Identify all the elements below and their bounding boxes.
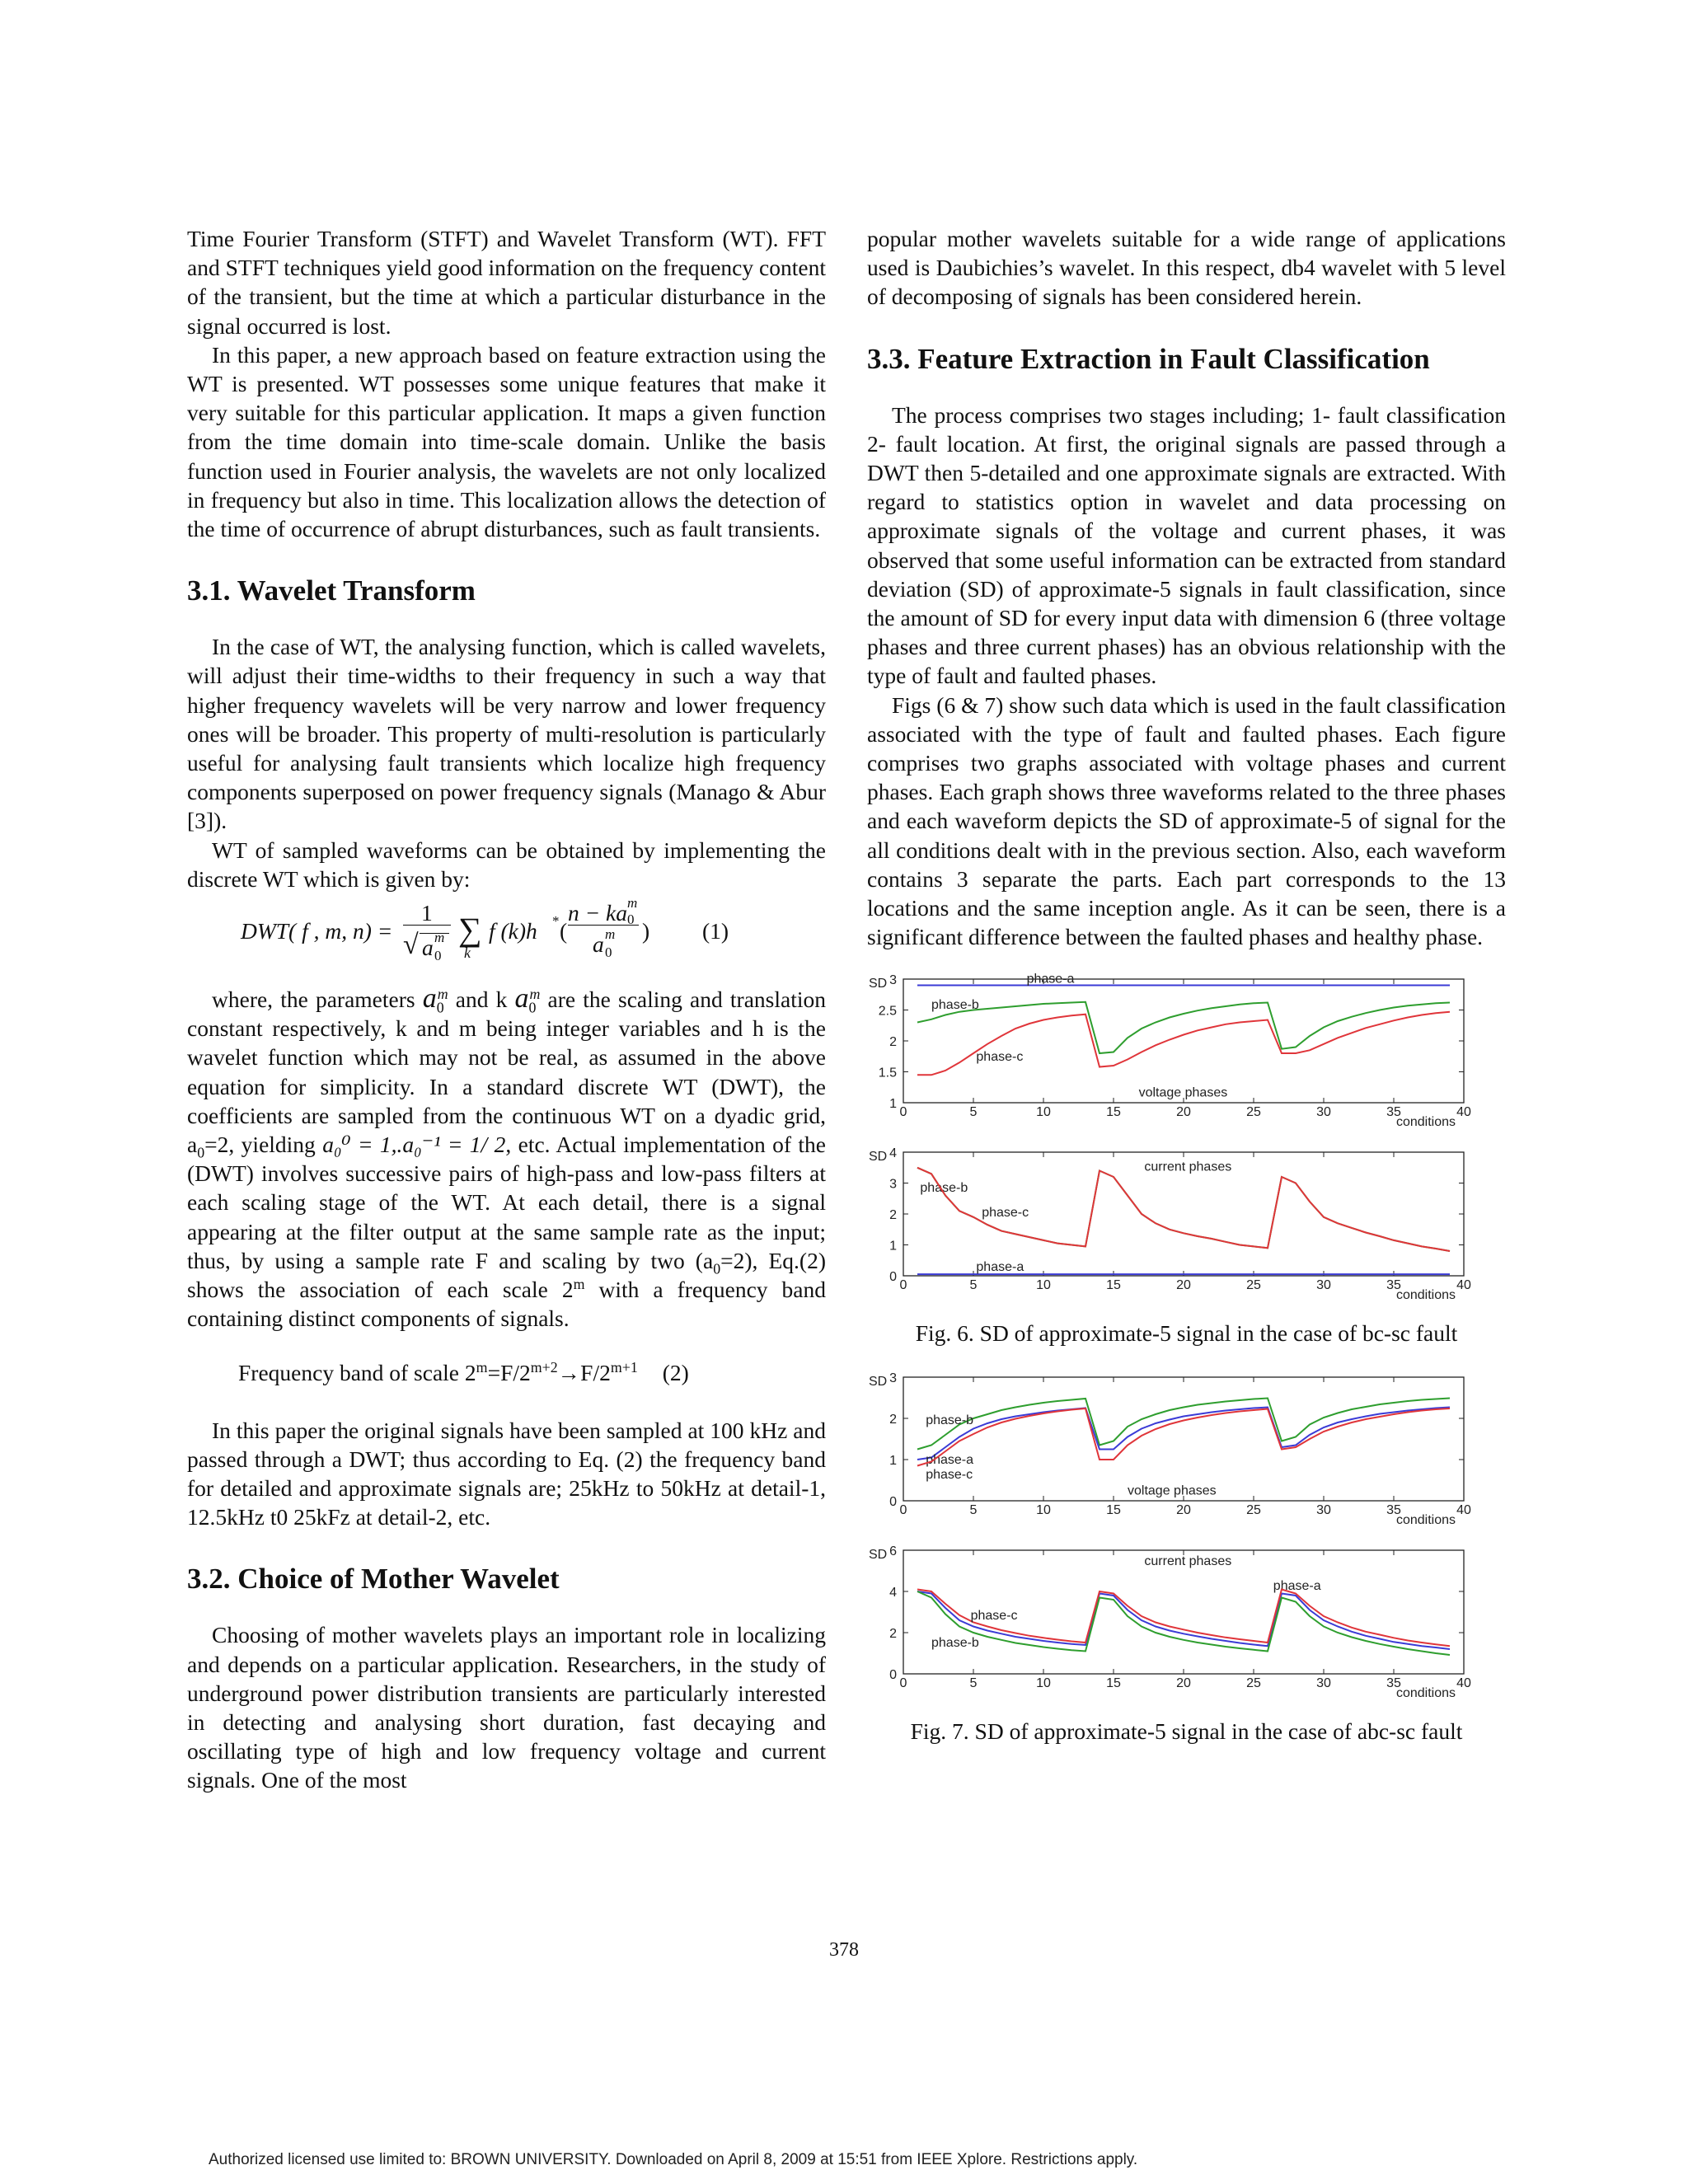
x-tick-label: 25 — [1246, 1278, 1261, 1293]
text-run: are the scaling and translation constant respectively, k and m being integer variables and h is the wavelet function which may not be real, as assumed in the above equation for simplicity. In a standard discrete WT (DWT), the coefficients are sampled from the continuous WT on a dyadic grid, a — [187, 987, 826, 1158]
series-label-phase-a: phase-a — [976, 1260, 1025, 1275]
y-tick-label: 1 — [889, 1097, 897, 1112]
eq1-a: a — [422, 935, 434, 961]
eq1-frac2-sub: 0 — [627, 912, 635, 928]
series-label-phase-b: phase-b — [931, 998, 979, 1013]
y-tick-label: 1.5 — [878, 1066, 897, 1080]
y-tick-label: 3 — [889, 973, 897, 988]
paragraph: In this paper the original signals have been sampled at 100 kHz and passed through a DWT; thus according to Eq. (2) the frequency band for detailed and approximate signals are; 25kHz to 50kHz at detail-1, 12.5kHz t0 25kFz at detail-2, etc. — [187, 1417, 826, 1530]
series-label-phase-c: phase-c — [976, 1050, 1024, 1065]
eq1-frac2-num: n − ka — [568, 900, 628, 926]
series-label-phase-c: phase-c — [926, 1468, 973, 1483]
plot-frame — [903, 1377, 1464, 1501]
x-tick-label: 20 — [1176, 1676, 1191, 1691]
x-tick-label: 10 — [1036, 1676, 1051, 1691]
eq1-frac2-den-sup: m — [605, 926, 616, 943]
paragraph: Time Fourier Transform (STFT) and Wavelet Transform (WT). FFT and STFT techniques yield good information on the frequency content of the transient, but the time at which a particular disturbance in the signal occurred is lost. — [187, 226, 826, 339]
eq2-sup: m+1 — [610, 1358, 638, 1376]
chart-annotation: voltage phases — [1138, 1085, 1228, 1100]
y-tick-label: 6 — [889, 1544, 897, 1559]
section-heading: 3.1. Wavelet Transform — [187, 574, 476, 607]
x-tick-label: 30 — [1316, 1105, 1331, 1120]
eq1-sum-index: k — [464, 944, 471, 962]
series-label-phase-b: phase-b — [926, 1413, 974, 1428]
text-run: and k — [455, 987, 508, 1013]
chart-fig7-voltage — [869, 1371, 1471, 1527]
y-tick-label: 2 — [889, 1413, 897, 1427]
footer-notice: Authorized licensed use limited to: BROWN UNIVERSITY. Downloaded on April 8, 2009 at 15:51 from IEEE Xplore. Restrictions apply. — [209, 2151, 1138, 2168]
eq1-body: f (k)h — [489, 918, 537, 944]
chart-annotation: voltage phases — [1128, 1483, 1217, 1498]
y-tick-label: 1 — [889, 1239, 897, 1254]
x-tick-label: 20 — [1176, 1105, 1191, 1120]
chart-fig7-current — [869, 1544, 1471, 1700]
series-label-phase-c: phase-c — [982, 1206, 1029, 1221]
page-number: 378 — [829, 1939, 859, 1961]
series-label-phase-c: phase-c — [970, 1609, 1018, 1624]
paragraph: Figs (6 & 7) show such data which is used in the fault classification associated with the type of fault and faulted phases. Each figure comprises two graphs associated with voltage phases and current phases. Each graph shows three waveforms related to the three phases and each waveform depicts the SD of approximate-5 of signal for the all conditions dealt with in the previous section. Also, each waveform contains 3 separate the parts. Each part corresponds to the 13 locations and the same inception angle. As it can be seen, there is a significant difference between the faulted phases and healthy phase. — [867, 691, 1506, 950]
x-tick-label: 10 — [1036, 1105, 1051, 1120]
x-tick-label: 20 — [1176, 1278, 1191, 1293]
text-run: with a frequency band containing distinct components of signals. — [187, 1277, 826, 1332]
y-axis-label: SD — [869, 1548, 888, 1563]
x-tick-label: 35 — [1386, 1503, 1401, 1518]
text-run: , etc. Actual implementation of the (DWT) involves successive pairs of high-pass and low-pass filters at each scaling stage of the WT. At each detail, there is a signal appearing at the filter output at the same sample rate as the input; thus, by using a sample rate F and scaling by two (a — [187, 1132, 826, 1273]
text-run: =2), Eq.(2) shows the association of each scale 2 — [187, 1247, 827, 1303]
series-label-phase-b: phase-b — [920, 1181, 968, 1196]
paragraph: The process comprises two stages including; 1- fault classification 2- fault location. At first, the original signals are passed through a DWT then 5-detailed and one approximate signals are extracted. With regard to statistics option in wavelet and data processing on approximate signals of the voltage and current phases, it was observed that some useful information can be extracted from standard deviation (SD) of approximate-5 signals in fault classification, since the amount of SD for every input data with dimension 6 (three voltage phases and three current phases) has an obvious relationship with the type of fault and faulted phases. — [867, 401, 1506, 689]
x-tick-label: 15 — [1106, 1503, 1121, 1518]
x-tick-label: 35 — [1386, 1105, 1401, 1120]
left-column — [187, 224, 826, 1795]
x-tick-label: 15 — [1106, 1278, 1121, 1293]
series-label-phase-b: phase-b — [931, 1636, 979, 1651]
eq1-frac2-sup: m — [627, 895, 638, 912]
y-axis-label: SD — [869, 1150, 888, 1165]
eq1-sum: ∑ — [458, 911, 482, 949]
chart-annotation: current phases — [1144, 1160, 1232, 1174]
x-tick-label: 15 — [1106, 1676, 1121, 1691]
x-tick-label: 25 — [1246, 1105, 1261, 1120]
x-tick-label: 30 — [1316, 1676, 1331, 1691]
paragraph: where, the parameters $a_0^m$ and k $a_0^m$ are the scaling and translation constant respectively, k and m being integer variables and h is the wavelet function which may not be real, as assumed in the above equation for simplicity. In a standard discrete WT (DWT), the coefficients are sampled from the continuous WT on a dyadic grid, $a_0=2$, yielding a₀⁰ = 1,.a₀⁻¹ = 1/ 2, etc. Actual implementation of the (DWT) involves successive pairs of high-pass and low-pass filters at each scaling stage of the WT. At each detail, there is a signal appearing at the filter output at the same sample rate as the input; thus, by using a sample rate F and scaling by two $(a_0=2)$, Eq.(2) shows the association of each scale 2$^m$ with a frequency band containing distinct components of signals. — [187, 983, 827, 1332]
x-tick-label: 20 — [1176, 1503, 1191, 1518]
figure-7 — [867, 1362, 1506, 1713]
paragraph: popular mother wavelets suitable for a wide range of applications used is Daubichies’s wavelet. In this respect, db4 wavelet with 5 level of decomposing of signals has been considered herein. — [867, 226, 1506, 310]
figure-7-caption: Fig. 7. SD of approximate-5 signal in the case of abc-sc fault — [910, 1718, 1463, 1745]
y-tick-label: 2 — [889, 1627, 897, 1642]
section-heading: 3.3. Feature Extraction in Fault Classification — [867, 342, 1430, 375]
y-tick-label: 1 — [889, 1454, 897, 1469]
x-tick-label: 35 — [1386, 1676, 1401, 1691]
x-tick-label: 40 — [1456, 1278, 1471, 1293]
x-tick-label: 10 — [1036, 1503, 1051, 1518]
inline-math: a₀⁰ = 1,.a₀⁻¹ = 1/ 2 — [322, 1132, 506, 1158]
eq2-text: Frequency band of scale 2 — [238, 1359, 476, 1385]
chart-fig6-current — [869, 1146, 1471, 1302]
x-tick-label: 5 — [969, 1676, 978, 1691]
y-tick-label: 3 — [889, 1177, 897, 1192]
eq1-sqrt: √ — [403, 930, 419, 961]
chart-annotation: current phases — [1144, 1554, 1232, 1569]
x-axis-label: conditions — [1395, 1115, 1456, 1130]
text-run: =2, yielding — [204, 1132, 316, 1158]
text-run: where, the parameters — [212, 987, 415, 1013]
series-label-phase-a: phase-a — [1026, 972, 1075, 987]
right-column — [867, 224, 1506, 1746]
eq1-frac2-bar — [568, 925, 639, 926]
plot-frame — [903, 979, 1464, 1103]
y-tick-label: 0 — [889, 1495, 897, 1510]
x-tick-label: 0 — [899, 1278, 907, 1293]
y-axis-label: SD — [869, 1375, 888, 1390]
eq1-paren-open: ( — [560, 918, 568, 944]
figure-7-plots — [867, 1362, 1506, 1708]
eq2-text: →F/2 — [557, 1359, 611, 1385]
eq1-star: * — [552, 913, 560, 930]
paragraph: In the case of WT, the analysing function, which is called wavelets, will adjust their time-widths to their frequency in such a way that higher frequency wavelets will be very narrow and lower frequency ones will be broader. This property of multi-resolution is particularly useful for analysing fault transients which localize high frequency components superposed on power frequency signals (Manago & Abur [3]). — [187, 634, 826, 834]
figure-6-caption: Fig. 6. SD of approximate-5 signal in the case of bc-sc fault — [915, 1320, 1458, 1347]
x-tick-label: 40 — [1456, 1676, 1471, 1691]
y-tick-label: 0 — [889, 1270, 897, 1285]
y-tick-label: 2 — [889, 1035, 897, 1050]
x-tick-label: 15 — [1106, 1105, 1121, 1120]
paragraph: Choosing of mother wavelets plays an important role in localizing and depends on a particular application. Researchers, in the study of underground power distribution transients are particularly interested in detecting and analysing short duration, fast decaying and oscillating type of high and low frequency voltage and current signals. One of the most — [187, 1622, 826, 1793]
x-tick-label: 5 — [969, 1503, 978, 1518]
chart-fig6-voltage — [869, 972, 1471, 1130]
y-axis-label: SD — [869, 977, 888, 991]
figure-6 — [867, 964, 1506, 1315]
x-tick-label: 25 — [1246, 1503, 1261, 1518]
x-tick-label: 0 — [899, 1503, 907, 1518]
x-tick-label: 5 — [969, 1278, 978, 1293]
y-tick-label: 2.5 — [878, 1004, 897, 1019]
eq2-text: =F/2 — [487, 1359, 531, 1385]
x-tick-label: 0 — [899, 1105, 907, 1120]
x-axis-label: conditions — [1395, 1513, 1456, 1528]
equation-2 — [238, 1358, 826, 1388]
x-axis-label: conditions — [1395, 1288, 1456, 1303]
y-tick-label: 0 — [889, 1668, 897, 1683]
eq1-num: 1 — [421, 900, 433, 926]
eq2-label: (2) — [662, 1359, 689, 1385]
eq1-sup-m: m — [434, 930, 445, 946]
eq1-sub-0: 0 — [434, 948, 442, 964]
x-tick-label: 40 — [1456, 1105, 1471, 1120]
eq1-frac2-den: a — [593, 931, 604, 958]
eq2-sup: m+2 — [530, 1358, 558, 1376]
eq1-paren-close: ) — [642, 918, 650, 944]
x-tick-label: 25 — [1246, 1676, 1261, 1691]
eq1-label: (1) — [702, 918, 729, 944]
eq1-fraction-bar — [403, 925, 451, 926]
eq1-lhs: DWT( f , m, n) = — [241, 918, 393, 944]
figure-6-plots — [867, 964, 1506, 1310]
y-tick-label: 4 — [889, 1146, 897, 1161]
y-tick-label: 3 — [889, 1371, 897, 1386]
x-tick-label: 10 — [1036, 1278, 1051, 1293]
y-tick-label: 4 — [889, 1586, 897, 1601]
x-tick-label: 0 — [899, 1676, 907, 1691]
eq1-frac2-den-sub: 0 — [605, 944, 612, 961]
section-heading: 3.2. Choice of Mother Wavelet — [187, 1563, 560, 1596]
x-tick-label: 30 — [1316, 1503, 1331, 1518]
x-tick-label: 30 — [1316, 1278, 1331, 1293]
x-tick-label: 35 — [1386, 1278, 1401, 1293]
paragraph: WT of sampled waveforms can be obtained by implementing the discrete WT which is given by: — [187, 837, 826, 892]
series-label-phase-a: phase-a — [1273, 1579, 1321, 1594]
eq2-sup: m — [476, 1358, 488, 1376]
x-tick-label: 5 — [969, 1105, 978, 1120]
series-label-phase-a: phase-a — [926, 1453, 974, 1468]
equation-1 — [187, 893, 826, 984]
y-tick-label: 2 — [889, 1208, 897, 1223]
x-axis-label: conditions — [1395, 1686, 1456, 1701]
x-tick-label: 40 — [1456, 1503, 1471, 1518]
paragraph: In this paper, a new approach based on feature extraction using the WT is presented. WT possesses some unique features that make it very suitable for this particular application. It maps a given function from the time domain into time-scale domain. Unlike the basis function used in Fourier analysis, the wavelets are not only localized in frequency but also in time. This localization allows the detection of the time of occurrence of abrupt disturbances, such as fault transients. — [187, 341, 826, 542]
